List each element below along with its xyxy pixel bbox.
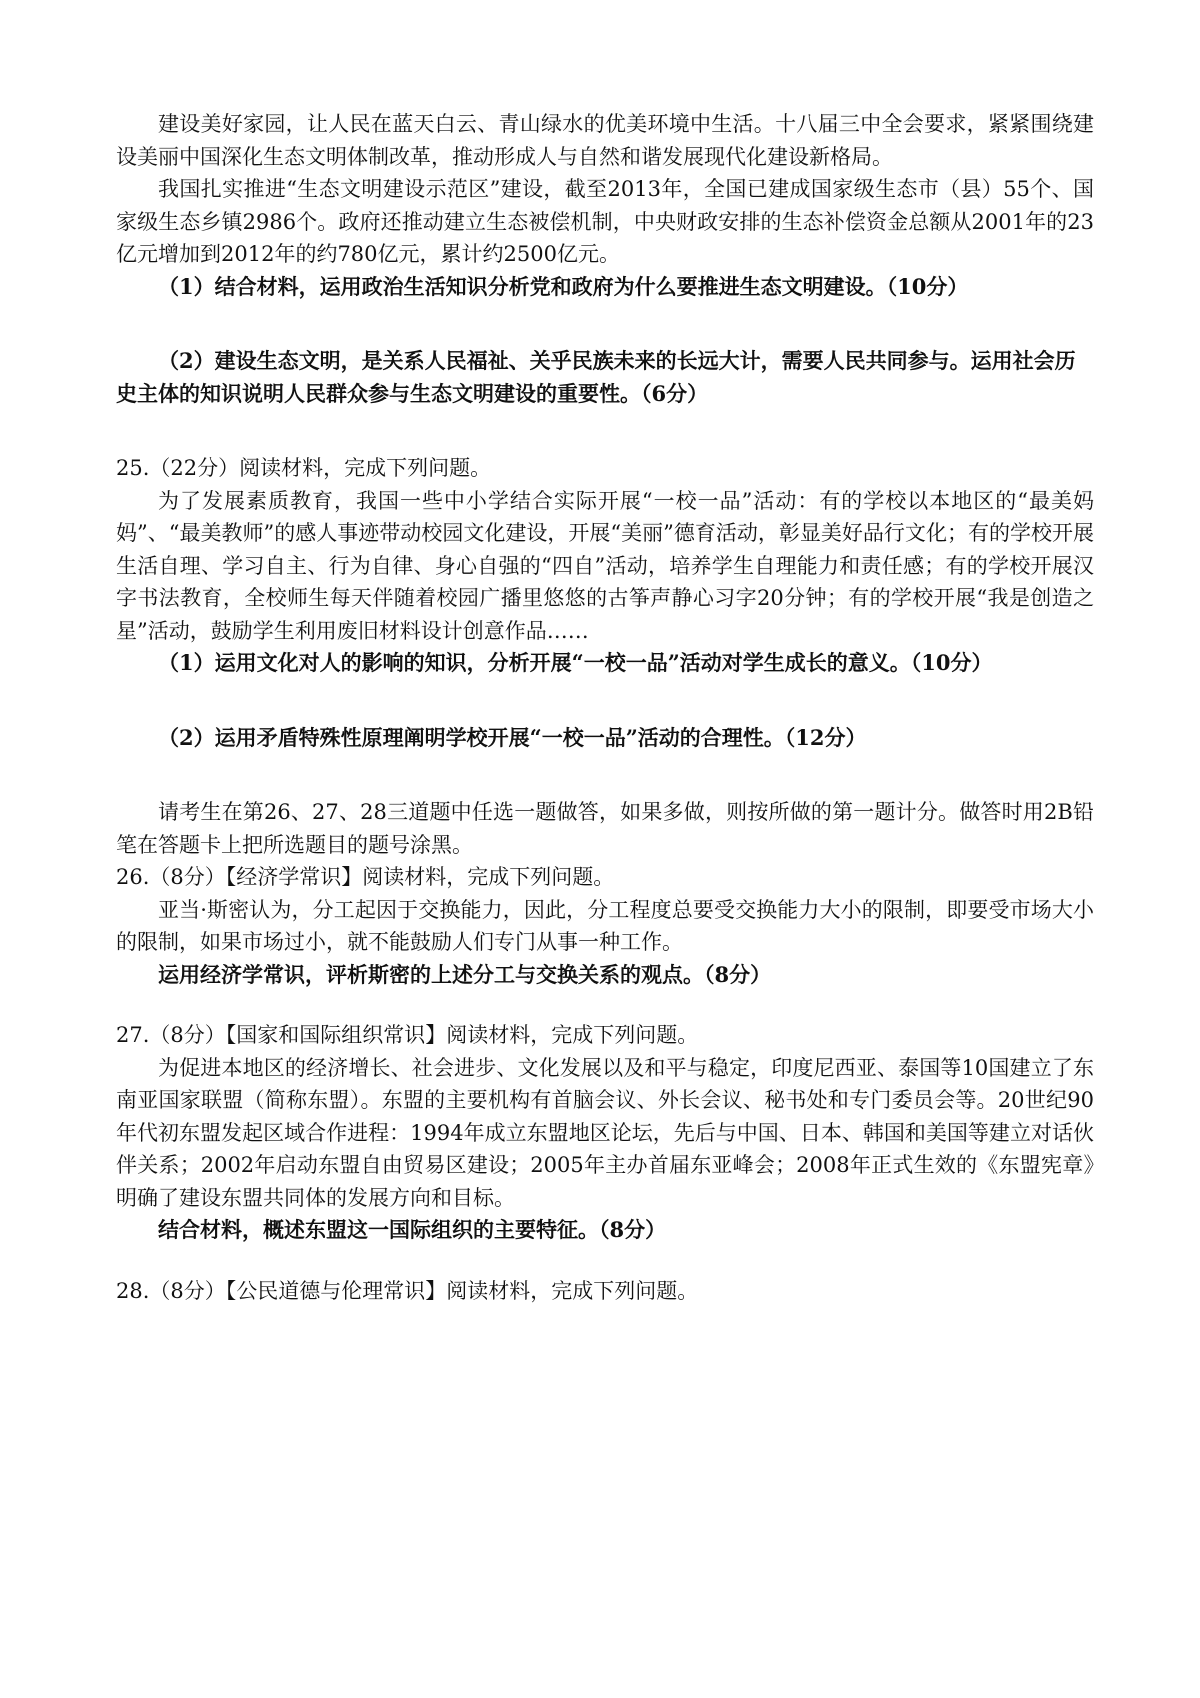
q25-heading: 25.（22分）阅读材料，完成下列问题。 bbox=[116, 456, 492, 480]
answer-space bbox=[116, 1247, 1094, 1275]
q25-material: 为了发展素质教育，我国一些中小学结合实际开展“一校一品”活动：有的学校以本地区的“最美妈妈”、“最美教师”的感人事迹带动校园文化建设，开展“美丽”德育活动，彰显美好品行文化；有的学校开展生活自理、学习自主、行为自律、身心自强的“四自”活动，培养学生自理能力和责任感；有的学校开展汉字书法教育，全校师生每天伴随着校园广播里悠悠的古筝声静心习字20分钟；有的学校开展“我是创造之星”活动，鼓励学生利用废旧材料设计创意作品…… bbox=[116, 488, 1094, 643]
q24-question-2: （2）建设生态文明，是关系人民福祉、关乎民族未来的长远大计，需要人民共同参与。运用社会历史主体的知识说明人民群众参与生态文明建设的重要性。（6分） bbox=[116, 348, 1076, 406]
answer-space bbox=[116, 991, 1094, 1019]
q25-question-2: （2）运用矛盾特殊性原理阐明学校开展“一校一品”活动的合理性。（12分） bbox=[158, 724, 867, 750]
q28-heading: 28.（8分）【公民道德与伦理常识】阅读材料，完成下列问题。 bbox=[116, 1278, 699, 1303]
exam-page bbox=[116, 108, 1094, 1307]
elective-instruction: 请考生在第26、27、28三道题中任选一题做答，如果多做，则按所做的第一题计分。做答时用2B铅笔在答题卡上把所选题目的题号涂黑。 bbox=[116, 800, 1094, 857]
q24-question-1: （1）结合材料，运用政治生活知识分析党和政府为什么要推进生态文明建设。（10分） bbox=[158, 273, 969, 299]
answer-space bbox=[116, 410, 1094, 452]
q26-material: 亚当·斯密认为，分工起因于交换能力，因此，分工程度总要受交换能力大小的限制，即要受市场大小的限制，如果市场过小，就不能鼓励人们专门从事一种工作。 bbox=[116, 897, 1094, 954]
q27-heading: 27.（8分）【国家和国际组织常识】阅读材料，完成下列问题。 bbox=[116, 1023, 699, 1047]
q26-question: 运用经济学常识，评析斯密的上述分工与交换关系的观点。（8分） bbox=[158, 961, 772, 987]
q24-material-paragraph-2: 我国扎实推进“生态文明建设示范区”建设，截至2013年，全国已建成国家级生态市（县）55个、国家级生态乡镇2986个。政府还推动建立生态被偿机制，中央财政安排的生态补偿资金总额从2001年的23亿元增加到2012年的约780亿元，累计约2500亿元。 bbox=[116, 177, 1094, 266]
q27-material: 为促进本地区的经济增长、社会进步、文化发展以及和平与稳定，印度尼西亚、泰国等10国建立了东南亚国家联盟（简称东盟）。东盟的主要机构有首脑会议、外长会议、秘书处和专门委员会等。20世纪90年代初东盟发起区域合作进程：1994年成立东盟地区论坛，先后与中国、日本、韩国和美国等建立对话伙伴关系；2002年启动东盟自由贸易区建设；2005年主办首届东亚峰会；2008年正式生效的《东盟宪章》明确了建设东盟共同体的发展方向和目标。 bbox=[116, 1055, 1094, 1210]
answer-space bbox=[116, 303, 1094, 345]
q26-heading: 26.（8分）【经济学常识】阅读材料，完成下列问题。 bbox=[116, 865, 615, 889]
q27-question: 结合材料，概述东盟这一国际组织的主要特征。（8分） bbox=[158, 1217, 667, 1242]
answer-space bbox=[116, 680, 1094, 722]
q25-question-1: （1）运用文化对人的影响的知识，分析开展“一校一品”活动对学生成长的意义。（10分） bbox=[158, 650, 993, 675]
answer-space bbox=[116, 754, 1094, 796]
q24-material-paragraph-1: 建设美好家园，让人民在蓝天白云、青山绿水的优美环境中生活。十八届三中全会要求，紧紧围绕建设美丽中国深化生态文明体制改革，推动形成人与自然和谐发展现代化建设新格局。 bbox=[116, 112, 1094, 169]
